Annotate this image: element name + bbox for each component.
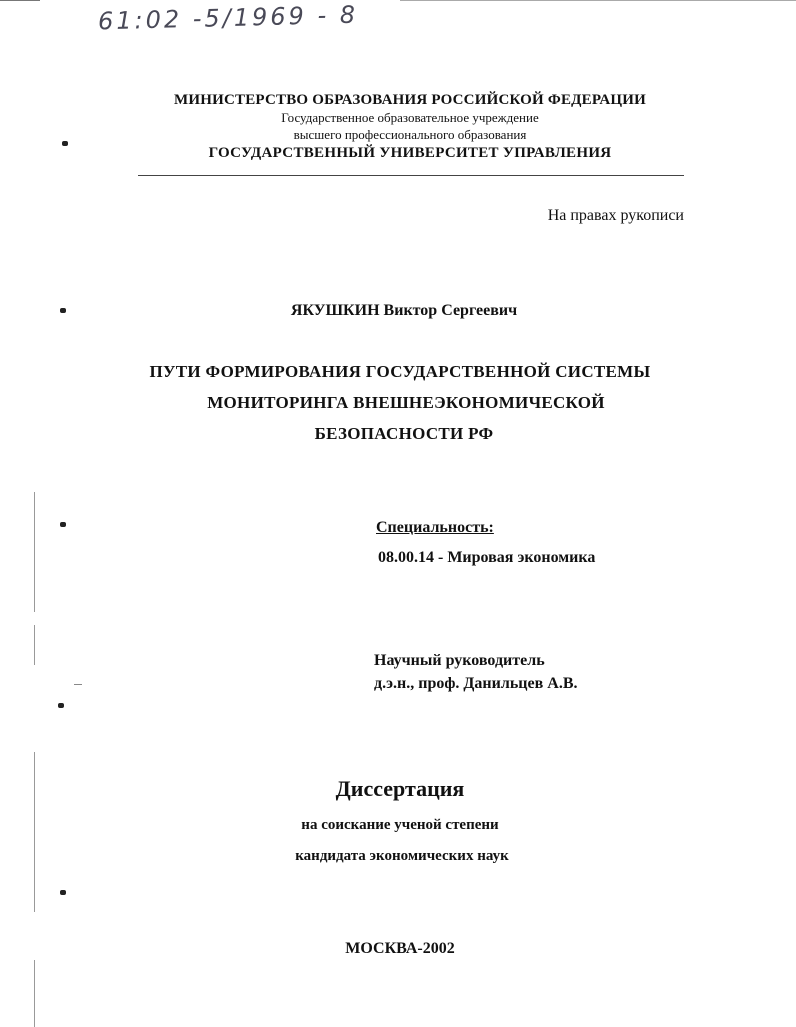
author-name: ЯКУШКИН Виктор Сергеевич bbox=[290, 302, 518, 319]
ministry-name: МИНИСТЕРСТВО ОБРАЗОВАНИЯ РОССИЙСКОЙ ФЕДЕРАЦИИ bbox=[174, 92, 646, 108]
scan-left-edge bbox=[34, 492, 35, 612]
binding-mark bbox=[60, 522, 66, 527]
city-year: МОСКВА-2002 bbox=[345, 940, 455, 957]
degree-line-1: на соискание ученой степени bbox=[301, 817, 499, 833]
institution-level-line: высшего профессионального образования bbox=[293, 127, 527, 142]
supervisor-value: д.э.н., проф. Данильцев А.В. bbox=[374, 675, 578, 692]
dissertation-heading: Диссертация bbox=[335, 776, 465, 801]
scan-left-edge bbox=[34, 625, 35, 665]
rights-note: На правах рукописи bbox=[547, 207, 684, 224]
binding-mark bbox=[58, 703, 64, 708]
scan-left-edge bbox=[34, 960, 35, 1027]
specialty-value: 08.00.14 - Мировая экономика bbox=[378, 549, 596, 566]
scan-top-edge-right bbox=[400, 0, 796, 1]
archive-code-handwritten: 61:02 -5/1969 - 8 bbox=[97, 0, 359, 36]
supervisor-label: Научный руководитель bbox=[374, 652, 545, 669]
degree-line-2: кандидата экономических наук bbox=[295, 848, 509, 864]
university-name: ГОСУДАРСТВЕННЫЙ УНИВЕРСИТЕТ УПРАВЛЕНИЯ bbox=[208, 145, 612, 161]
thesis-title-line-3: БЕЗОПАСНОСТИ РФ bbox=[314, 424, 494, 443]
specialty-label: Специальность: bbox=[376, 519, 494, 536]
scan-top-edge-left bbox=[0, 0, 40, 1]
scan-dash bbox=[74, 684, 82, 685]
scan-left-edge bbox=[34, 752, 35, 912]
thesis-title-line-2: МОНИТОРИНГА ВНЕШНЕЭКОНОМИЧЕСКОЙ bbox=[207, 393, 605, 412]
binding-mark bbox=[62, 141, 68, 146]
thesis-title-line-1: ПУТИ ФОРМИРОВАНИЯ ГОСУДАРСТВЕННОЙ СИСТЕМЫ bbox=[149, 362, 651, 381]
binding-mark bbox=[60, 890, 66, 895]
header-divider bbox=[138, 175, 684, 176]
binding-mark bbox=[60, 308, 66, 313]
institution-type-line: Государственное образовательное учреждение bbox=[281, 110, 539, 125]
